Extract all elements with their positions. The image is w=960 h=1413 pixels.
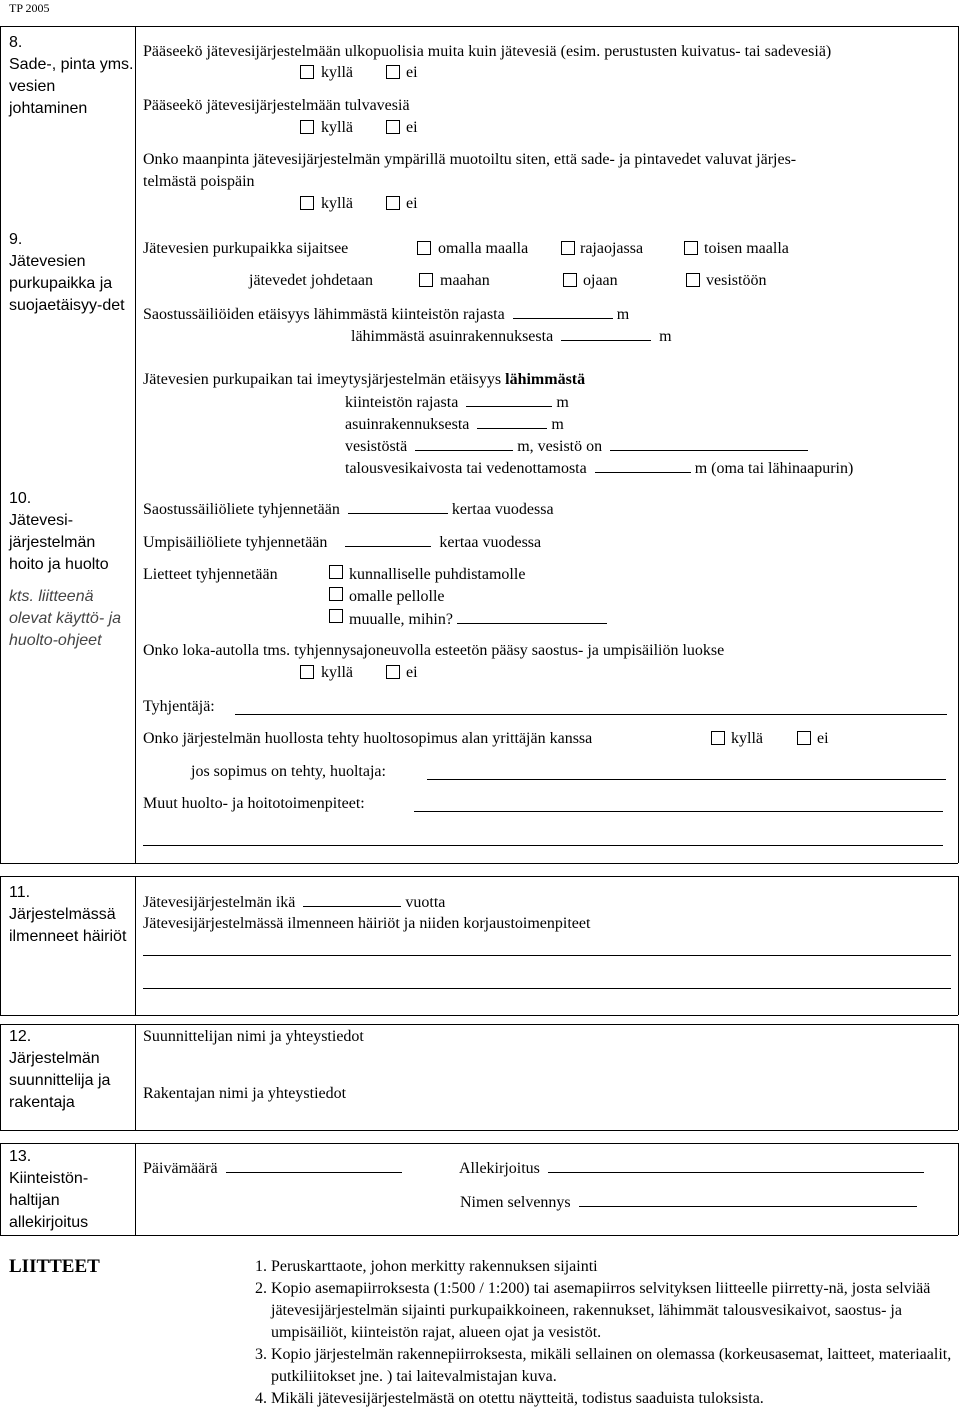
paivamaara-label: Päivämäärä [143,1160,218,1177]
d4-label: talousvesikaivosta tai vedenottamosta [345,460,587,477]
s12-border-top [0,1024,958,1025]
d1-field[interactable] [466,392,552,407]
d2-row [345,414,564,435]
sopimus-yes-checkbox[interactable] [711,731,725,745]
muut-label: Muut huolto- ja hoitotoimenpiteet: [143,795,365,812]
loka-no-checkbox[interactable] [386,665,400,679]
umpi-label: Umpisäiliöliete tyhjennetään [143,534,328,551]
tyhjentaja-field[interactable] [235,714,947,715]
umpi-field[interactable] [345,532,431,547]
tank-distance-border-field[interactable] [513,304,613,319]
elsewhere-checkbox[interactable] [329,609,343,623]
purku-label-bold: lähimmästä [505,371,586,388]
tyhjentaja-label: Tyhjentäjä: [143,698,215,715]
s12-border-right [958,1024,959,1130]
location-label: Jätevesien purkupaikka sijaitsee [143,240,349,257]
s13-divider [135,1143,136,1235]
section-number: 9. [9,231,23,248]
tank-distance-house-field[interactable] [561,326,651,341]
ika-field[interactable] [303,892,401,907]
attachments-title: LIITTEET [9,1256,100,1277]
section-title: Jätevesi-järjestelmän hoito ja huolto [9,512,109,573]
rakentaja-label: Rakentajan nimi ja yhteystiedot [143,1085,347,1102]
section-13-heading [9,1146,134,1234]
d4-label-b: m (oma tai lähinaapurin) [694,460,854,477]
q8-question-1: Pääseekö jätevesijärjestelmään ulkopuolisia muita kuin jätevesiä (esim. perustusten kuivatus- tai sadevesiä) [143,43,832,60]
other-land-label: toisen maalla [704,240,789,257]
s11-border-left [0,876,1,1015]
section-12-heading [9,1026,134,1114]
saostus-row [143,499,554,520]
tank-distance-row [143,304,629,325]
tank-distance-label: Saostussäiliöiden etäisyys lähimmästä kiinteistön rajasta [143,306,505,323]
hairiot-field-2[interactable] [143,988,951,989]
selvennys-field[interactable] [579,1192,917,1207]
discharge-label: jätevedet johdetaan [249,272,373,289]
purku-distance-heading [143,370,585,390]
umpi-row [143,532,541,553]
waterbody-name-field[interactable] [610,436,808,451]
d4-row [345,458,853,479]
loka-yes-checkbox[interactable] [300,665,314,679]
hairiot-field-1[interactable] [143,955,951,956]
q8-question-3-line1: Onko maanpinta jätevesijärjestelmän ympärillä muotoiltu siten, että sade- ja pintavedet valuvat järjes- [143,151,797,168]
border-ditch-label: rajaojassa [580,240,644,257]
yes-label: kyllä [321,119,353,136]
section-number: 12. [9,1028,32,1045]
d1-row [345,392,569,413]
attachment-item: 2. Kopio asemapiirroksesta (1:500 / 1:200) tai asemapiirros selvityksen liitteelle piirretty-nä, josta selviää jätevesijärjestelmän sijainti purkupaikkoineen, rakennukset, lähimmät talousvesikaivot, saostus- ja umpisäiliöt, kiinteistön rajat, alueen ojat ja vesistöt. [271,1278,960,1344]
s11-border-bottom [0,1015,958,1016]
d4-field[interactable] [595,458,691,473]
saostus-label: Saostussäiliöliete tyhjennetään [143,501,340,518]
yes-label: kyllä [321,64,353,81]
d1-label: kiinteistön rajasta [345,394,459,411]
ika-label: Jätevesijärjestelmän ikä [143,894,296,911]
unit-label: m [616,306,630,323]
allekirjoitus-row [459,1158,924,1179]
d3-label: vesistöstä [345,438,408,455]
section-title: Sade-, pinta yms. vesien johtaminen [9,56,134,117]
q8-question-3-line2: telmästä poispäin [143,173,255,190]
d3-label-b: m, vesistö on [517,438,603,455]
muut-field-1[interactable] [414,811,943,812]
times-label: kertaa vuodessa [451,501,554,518]
sopimus-question: Onko järjestelmän huollosta tehty huoltosopimus alan yrittäjän kanssa [143,730,593,747]
attachment-item: 1. Peruskarttaote, johon merkitty rakennuksen sijainti [271,1256,960,1278]
own-field-checkbox[interactable] [329,587,343,601]
section-number: 13. [9,1148,32,1165]
section-11-heading [9,882,134,948]
no-label: ei [406,64,418,81]
ika-row [143,892,445,913]
yes-label: kyllä [731,730,763,747]
table-border-bottom [0,863,958,864]
yes-label: kyllä [321,664,353,681]
table-border-left [0,26,1,863]
own-field-label: omalle pellolle [349,588,445,605]
s12-border-left [0,1024,1,1130]
s13-border-bottom [0,1235,958,1236]
hairiot-label: Jätevesijärjestelmässä ilmenneen häiriöt ja niiden korjaustoimenpiteet [143,915,591,932]
s12-border-bottom [0,1130,958,1131]
no-label: ei [406,119,418,136]
municipal-plant-checkbox[interactable] [329,565,343,579]
tank-distance-house-label: lähimmästä asuinrakennuksesta [351,328,554,345]
ditch-checkbox[interactable] [563,273,577,287]
attachments-list [247,1256,960,1410]
border-ditch-checkbox[interactable] [561,241,575,255]
sopimus-no-checkbox[interactable] [797,731,811,745]
section-title: Jätevesien purkupaikka ja suojaetäisyy-det [9,253,125,314]
suunnittelija-label: Suunnittelijan nimi ja yhteystiedot [143,1028,364,1045]
section-number: 11. [9,884,31,901]
allekirjoitus-field[interactable] [548,1158,924,1173]
d3-field[interactable] [415,436,513,451]
q8-question-2: Pääseekö jätevesijärjestelmään tulvavesiä [143,97,410,114]
loka-question: Onko loka-autolla tms. tyhjennysajoneuvolla esteetön pääsy saostus- ja umpisäiliön luokse [143,642,725,659]
d2-label: asuinrakennuksesta [345,416,470,433]
q8-q2-yes-checkbox[interactable] [300,120,314,134]
section-note: kts. liitteenä olevat käyttö- ja huolto-ohjeet [9,588,122,649]
municipal-plant-label: kunnalliselle puhdistamolle [349,566,526,583]
tank-distance-house-row [351,326,672,347]
table-border-top [0,26,958,27]
elsewhere-row [349,609,607,630]
unit-label: m [659,328,672,345]
waterbody-checkbox[interactable] [686,273,700,287]
elsewhere-label: muualle, mihin? [349,611,453,628]
q8-q1-yes-checkbox[interactable] [300,65,314,79]
selvennys-row [460,1192,917,1213]
vuotta-label: vuotta [405,894,446,911]
q8-q1-no-checkbox[interactable] [386,65,400,79]
elsewhere-field[interactable] [457,609,607,624]
paivamaara-row [143,1158,402,1179]
section-title: Järjestelmässä ilmenneet häiriöt [9,906,127,945]
s13-border-right [958,1143,959,1235]
q8-q3-no-checkbox[interactable] [386,196,400,210]
q8-q2-no-checkbox[interactable] [386,120,400,134]
unit-label: m [556,394,569,411]
ground-label: maahan [440,272,490,289]
unit-label: m [551,416,564,433]
paivamaara-field[interactable] [226,1158,402,1173]
times-label: kertaa vuodessa [439,534,542,551]
s12-divider [135,1024,136,1130]
section-number: 10. [9,490,32,507]
s13-border-top [0,1143,958,1144]
no-label: ei [406,195,418,212]
table-border-right [958,26,959,863]
column-divider [135,26,136,863]
allekirjoitus-label: Allekirjoitus [459,1160,540,1177]
s11-border-top [0,876,958,877]
own-land-label: omalla maalla [438,240,529,257]
purku-label: Jätevesien purkupaikan tai imeytysjärjestelmän etäisyys [143,371,506,388]
huoltaja-field[interactable] [427,779,946,780]
section-title: Järjestelmän suunnittelija ja rakentaja [9,1050,111,1111]
own-land-checkbox[interactable] [417,241,431,255]
waterbody-label: vesistöön [706,272,767,289]
other-land-checkbox[interactable] [684,241,698,255]
s11-border-right [958,876,959,1015]
liete-label: Lietteet tyhjennetään [143,566,278,583]
ground-checkbox[interactable] [419,273,433,287]
muut-field-2[interactable] [143,845,943,846]
selvennys-label: Nimen selvennys [460,1194,571,1211]
no-label: ei [817,730,829,747]
saostus-field[interactable] [348,499,448,514]
attachment-item: 3. Kopio järjestelmän rakennepiirroksesta, mikäli sellainen on olemassa (korkeusasemat, laitteet, materiaalit, putkiliitokset jne. ) tai laitevalmistajan kuva. [271,1344,960,1388]
section-10-heading [9,488,134,652]
section-number: 8. [9,34,23,51]
section-9-heading [9,229,134,317]
d3-row [345,436,808,457]
attachment-item: 4. Mikäli jätevesijärjestelmästä on otettu näytteitä, todistus saaduista tuloksista. [271,1388,960,1410]
d2-field[interactable] [477,414,547,429]
s13-border-left [0,1143,1,1235]
huoltaja-label: jos sopimus on tehty, huoltaja: [191,763,386,780]
section-8-heading [9,32,134,120]
q8-q3-yes-checkbox[interactable] [300,196,314,210]
section-title: Kiinteistön-haltijan allekirjoitus [9,1170,89,1231]
no-label: ei [406,664,418,681]
ditch-label: ojaan [583,272,618,289]
yes-label: kyllä [321,195,353,212]
s11-divider [135,876,136,1015]
page-header: TP 2005 [9,1,50,15]
